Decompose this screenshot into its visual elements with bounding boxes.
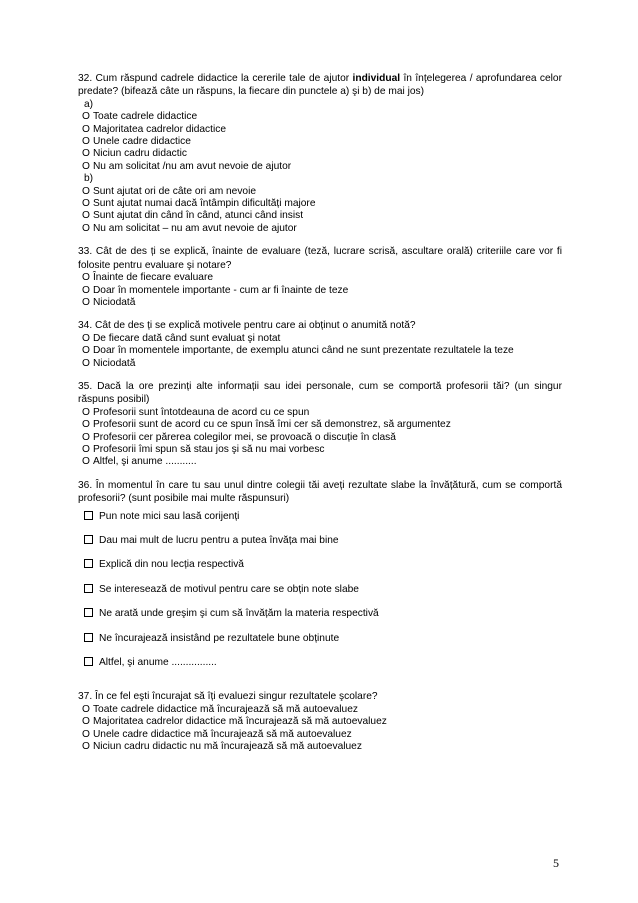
radio-circle-icon[interactable]: O <box>82 406 90 418</box>
question-35-radio-option[interactable] <box>78 419 562 431</box>
option-label: Doar în momentele importante, de exemplu atunci când ne sunt prezentate rezultatele la teze <box>92 345 514 357</box>
radio-circle-icon[interactable]: O <box>82 740 90 752</box>
question-33-radio-option[interactable] <box>78 272 562 284</box>
radio-circle-icon[interactable]: O <box>82 456 90 468</box>
option-label: Sunt ajutat din când în când, atunci când insist <box>92 210 304 222</box>
radio-circle-icon[interactable]: O <box>82 210 90 222</box>
radio-circle-icon[interactable]: O <box>82 136 90 148</box>
radio-circle-icon[interactable]: O <box>82 728 90 740</box>
page-number: 5 <box>553 856 559 870</box>
option-label: Unele cadre didactice mă încurajează să mă autoevaluez <box>92 728 352 740</box>
option-label: Majoritatea cadrelor didactice mă încurajează să mă autoevaluez <box>92 716 387 728</box>
option-label: Altfel, şi anume ................ <box>99 656 217 668</box>
question-32a-options <box>78 111 562 173</box>
question-32b-radio-option[interactable] <box>78 210 562 222</box>
question-36-checkbox-option[interactable] <box>78 607 562 631</box>
question-35-text: 35. Dacă la ore prezinți alte informații sau idei personale, cum se comportă profesorii tăi? (un singur răspuns posibil) <box>78 380 562 406</box>
question-33-options <box>78 272 562 309</box>
checkbox-icon[interactable] <box>84 535 93 544</box>
question-34-text: 34. Cât de des ți se explică motivele pentru care ai obținut o anumită notă? <box>78 320 416 332</box>
option-label: Niciodată <box>92 296 136 308</box>
checkbox-icon[interactable] <box>84 511 93 520</box>
option-label: Unele cadre didactice <box>92 136 191 148</box>
question-32a-radio-option[interactable] <box>78 148 562 160</box>
checkbox-icon[interactable] <box>84 657 93 666</box>
question-36-checkbox-option[interactable] <box>78 534 562 558</box>
question-32b-radio-option[interactable] <box>78 198 562 210</box>
question-33-radio-option[interactable] <box>78 285 562 297</box>
subpoint-b-label: b) <box>84 173 94 185</box>
question-36-checkbox-option[interactable] <box>78 558 562 582</box>
question-34-radio-option[interactable] <box>78 333 562 345</box>
radio-circle-icon[interactable]: O <box>82 185 90 197</box>
option-label: Sunt ajutat numai dacă întâmpin dificultăți majore <box>92 198 316 210</box>
question-36-checkbox-option[interactable] <box>78 510 562 534</box>
question-32b-radio-option[interactable] <box>78 223 562 235</box>
radio-circle-icon[interactable]: O <box>82 222 90 234</box>
question-35-radio-option[interactable] <box>78 444 562 456</box>
question-37-options <box>78 704 562 754</box>
option-label: Nu am solicitat – nu am avut nevoie de ajutor <box>92 222 297 234</box>
subpoint-a-label: a) <box>84 98 94 110</box>
radio-circle-icon[interactable]: O <box>82 284 90 296</box>
question-36 <box>78 479 562 681</box>
radio-circle-icon[interactable]: O <box>82 160 90 172</box>
checkbox-icon[interactable] <box>84 633 93 642</box>
question-32 <box>78 72 562 235</box>
checkbox-icon[interactable] <box>84 608 93 617</box>
radio-circle-icon[interactable]: O <box>82 296 90 308</box>
question-32b-options <box>78 186 562 236</box>
option-label: Sunt ajutat ori de câte ori am nevoie <box>92 185 257 197</box>
option-label: Niciun cadru didactic <box>92 148 187 160</box>
radio-circle-icon[interactable]: O <box>82 716 90 728</box>
option-label: Altfel, şi anume ........... <box>92 456 197 468</box>
question-35-radio-option[interactable] <box>78 407 562 419</box>
option-label: Niciodată <box>92 357 136 369</box>
option-label: Dau mai mult de lucru pentru a putea învăța mai bine <box>99 534 339 546</box>
question-34 <box>78 319 562 370</box>
question-32-text: 32. Cum răspund cadrele didactice la cererile tale de ajutor individual în înțelegerea / aprofundarea celor predate? (bifează câte un răspuns, la fiecare din punctele a) şi b) de mai jos) <box>78 73 562 98</box>
question-33-radio-option[interactable] <box>78 297 562 309</box>
option-label: Toate cadrele didactice <box>92 111 198 123</box>
question-32a-radio-option[interactable] <box>78 136 562 148</box>
option-label: Profesorii cer părerea colegilor mei, se provoacă o discuție în clasă <box>92 431 396 443</box>
question-35 <box>78 380 562 469</box>
option-label: Înainte de fiecare evaluare <box>92 272 214 284</box>
bold-word-individual: individual <box>352 73 401 84</box>
option-label: Ne încurajează insistând pe rezultatele bune obținute <box>99 632 340 644</box>
option-label: Profesorii sunt întotdeauna de acord cu ce spun <box>92 406 310 418</box>
radio-circle-icon[interactable]: O <box>82 357 90 369</box>
question-36-checkbox-option[interactable] <box>78 656 562 680</box>
question-37 <box>78 690 562 753</box>
radio-circle-icon[interactable]: O <box>82 703 90 715</box>
option-label: Nu am solicitat /nu am avut nevoie de ajutor <box>92 160 292 172</box>
question-37-radio-option[interactable] <box>78 741 562 753</box>
question-36-checkbox-option[interactable] <box>78 583 562 607</box>
question-37-radio-option[interactable] <box>78 704 562 716</box>
checkbox-icon[interactable] <box>84 559 93 568</box>
option-label: Toate cadrele didactice mă încurajează să mă autoevaluez <box>92 703 358 715</box>
question-37-radio-option[interactable] <box>78 716 562 728</box>
question-32a-radio-option[interactable] <box>78 161 562 173</box>
question-37-radio-option[interactable] <box>78 729 562 741</box>
question-35-radio-option[interactable] <box>78 456 562 468</box>
radio-circle-icon[interactable]: O <box>82 123 90 135</box>
option-label: Doar în momentele importante - cum ar fi înainte de teze <box>92 284 349 296</box>
option-label: Profesorii sunt de acord cu ce spun însă îmi cer să demonstrez, să argumentez <box>92 419 451 431</box>
question-37-text: 37. În ce fel eşti încurajat să îți evaluezi singur rezultatele şcolare? <box>78 691 378 703</box>
question-36-text: 36. În momentul în care tu sau unul dintre colegii tăi aveți rezultate slabe la învățătură, cum se comportă profesorii? (sunt posibile mai multe răspunsuri) <box>78 479 562 505</box>
option-label: Se interesează de motivul pentru care se obțin note slabe <box>99 583 359 595</box>
question-34-options <box>78 333 562 370</box>
question-36-options <box>78 510 562 681</box>
question-34-radio-option[interactable] <box>78 345 562 357</box>
question-35-radio-option[interactable] <box>78 432 562 444</box>
radio-circle-icon[interactable]: O <box>82 443 90 455</box>
option-label: De fiecare dată când sunt evaluat şi notat <box>92 332 281 344</box>
radio-circle-icon[interactable]: O <box>82 431 90 443</box>
question-32a-radio-option[interactable] <box>78 111 562 123</box>
option-label: Profesorii îmi spun să stau jos şi să nu mai vorbesc <box>92 443 325 455</box>
option-label: Pun note mici sau lasă corijenți <box>99 510 240 522</box>
radio-circle-icon[interactable]: O <box>82 272 90 284</box>
option-label: Explică din nou lecția respectivă <box>99 559 244 571</box>
page-content <box>78 72 562 763</box>
question-34-radio-option[interactable] <box>78 358 562 370</box>
question-36-checkbox-option[interactable] <box>78 632 562 656</box>
question-32a-radio-option[interactable] <box>78 124 562 136</box>
option-label: Ne arată unde greşim şi cum să învățăm la materia respectivă <box>99 608 379 620</box>
question-32b-radio-option[interactable] <box>78 186 562 198</box>
radio-circle-icon[interactable]: O <box>82 345 90 357</box>
radio-circle-icon[interactable]: O <box>82 111 90 123</box>
option-label: Niciun cadru didactic nu mă încurajează să mă autoevaluez <box>92 740 362 752</box>
question-33 <box>78 245 562 309</box>
option-label: Majoritatea cadrelor didactice <box>92 123 227 135</box>
radio-circle-icon[interactable]: O <box>82 419 90 431</box>
question-35-options <box>78 407 562 469</box>
radio-circle-icon[interactable]: O <box>82 332 90 344</box>
radio-circle-icon[interactable]: O <box>82 198 90 210</box>
checkbox-icon[interactable] <box>84 584 93 593</box>
question-33-text: 33. Cât de des ți se explică, înainte de evaluare (teză, lucrare scrisă, ascultare orală) criteriile care vor fi folosite pentru evaluare şi notare? <box>78 246 562 271</box>
radio-circle-icon[interactable]: O <box>82 148 90 160</box>
